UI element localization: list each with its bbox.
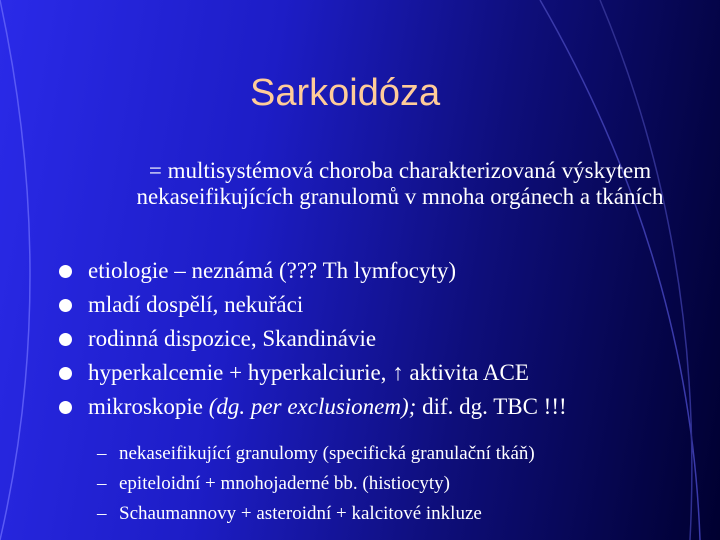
bullet-text-prefix: mikroskopie <box>88 394 209 419</box>
bullet-text-mixed <box>88 394 567 420</box>
bullet-text-suffix: dif. dg. TBC !!! <box>416 394 567 419</box>
bullet-text: rodinná dispozice, Skandinávie <box>88 326 377 351</box>
bullet-dot-icon <box>59 367 72 380</box>
sub-bullet-dash: – <box>97 473 107 494</box>
bullet-text: mladí dospělí, nekuřáci <box>88 292 304 317</box>
bullet-dot-icon <box>59 265 72 278</box>
bullet-text: etiologie – neznámá (??? Th lymfocyty) <box>88 258 457 283</box>
bullet-text-italic: (dg. per exclusionem); <box>208 394 417 419</box>
sub-bullet-dash: – <box>97 443 107 464</box>
bullet-text: hyperkalcemie + hyperkalciurie, ↑ aktivita ACE <box>88 360 529 385</box>
bullet-dot-icon <box>59 401 72 414</box>
sub-bullet-list <box>97 443 697 533</box>
bullet-dot-icon <box>59 333 72 346</box>
sub-bullet-text: nekaseifikující granulomy (specifická granulační tkáň) <box>119 443 535 464</box>
sub-bullet-dash: – <box>97 503 107 524</box>
sub-bullet-item <box>97 503 697 533</box>
decor-curve-left <box>0 0 30 540</box>
slide-title: Sarkoidóza <box>250 72 441 114</box>
sub-bullet-item <box>97 473 697 503</box>
sub-bullet-item <box>97 443 697 473</box>
bullet-list <box>55 258 695 428</box>
bullet-item <box>55 292 695 326</box>
intro-definition: = multisystémová choroba charakterizovaná výskytem nekaseifikujících granulomů v mnoha orgánech a tkáních <box>136 158 664 209</box>
bullet-item <box>55 394 695 428</box>
bullet-item <box>55 326 695 360</box>
sub-bullet-text: Schaumannovy + asteroidní + kalcitové inkluze <box>119 503 482 524</box>
bullet-dot-icon <box>59 299 72 312</box>
sub-bullet-text: epiteloidní + mnohojaderné bb. (histiocyty) <box>119 473 451 494</box>
bullet-item <box>55 360 695 394</box>
bullet-item <box>55 258 695 292</box>
